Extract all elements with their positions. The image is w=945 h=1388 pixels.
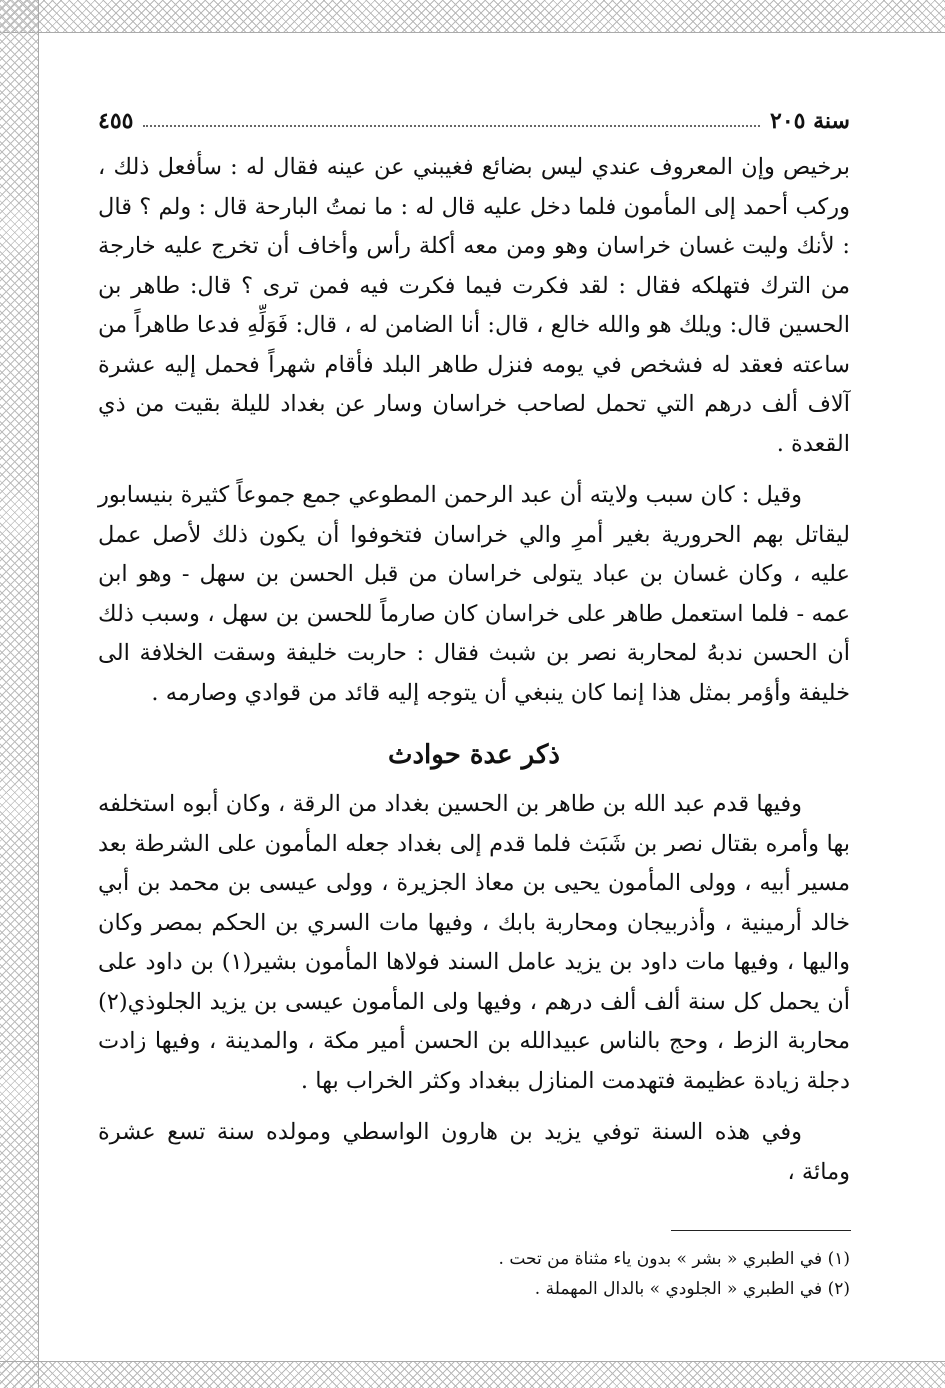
footnote-2: (٢) في الطبري « الجلودي » بالدال المهملة . <box>534 1279 850 1299</box>
footnotes <box>98 1244 850 1304</box>
ornamental-border-bottom <box>0 1361 945 1388</box>
running-title: سنة ٢٠٥ <box>770 108 850 134</box>
section-paragraph-1: وفيها قدم عبد الله بن طاهر بن الحسين بغداد من الرقة ، وكان أبوه استخلفه بها وأمره بقتال نصر بن شَبَث فلما قدم إلى بغداد جعله المأمون على الشرطة بعد مسير أبيه ، وولى المأمون يحيى بن معاذ الجزيرة ، وولى عيسى بن محمد بن أبي خالد أرمينية ، وأذربيجان ومحاربة بابك ، وفيها مات السري بن الحكم بمصر وكان واليها ، وفيها مات داود بن يزيد عامل السند فولاها المأمون بشير(١) بن داود على أن يحمل كل سنة ألف ألف درهم ، وفيها ولى المأمون عيسى بن يزيد الجلوذي(٢) محاربة الزط ، وحج بالناس عبيدالله بن الحسن أمير مكة ، والمدينة ، وفيها زادت دجلة زيادة عظيمة فتهدمت المنازل ببغداد وكثر الخراب بها . <box>98 791 850 1094</box>
page-body <box>98 148 850 1192</box>
section-paragraph-2: وفي هذه السنة توفي يزيد بن هارون الواسطي ومولده سنة تسع عشرة ومائة ، <box>98 1119 850 1185</box>
page-number: ٤٥٥ <box>98 108 134 134</box>
footnote-separator <box>671 1230 851 1231</box>
section-heading: ذكر عدة حوادث <box>388 740 560 770</box>
running-header <box>98 94 850 134</box>
footnote-1: (١) في الطبري « بشر » بدون ياء مثناة من تحت . <box>498 1249 850 1269</box>
paragraph-1: برخيص وإن المعروف عندي ليس بضائع فغيبني عن عينه فقال له : سأفعل ذلك ، وركب أحمد إلى المأمون فلما دخل عليه قال له : ما نمتُ البارحة قال : ولم ؟ قال : لأنك وليت غسان خراسان وهو ومن معه أكلة رأس وأخاف أن تخرج عليه خارجة من الترك فتهلكه فقال : لقد فكرت فيما فكرت فيه فمن ترى ؟ قال: طاهر بن الحسين قال: ويلك هو والله خالع ، قال: أنا الضامن له ، قال: فَوَلِّهِ فدعا طاهراً من ساعته فعقد له فشخص في يومه فنزل طاهر البلد فأقام شهراً فحمل إليه عشرة آلاف ألف درهم التي تحمل لصاحب خراسان وسار عن بغداد لليلة بقيت من ذي القعدة . <box>98 154 850 457</box>
leader-dots <box>143 125 760 127</box>
ornamental-border-left <box>0 0 39 1388</box>
paragraph-2: وقيل : كان سبب ولايته أن عبد الرحمن المطوعي جمع جموعاً كثيرة بنيسابور ليقاتل بهم الحرورية بغير أمرِ والي خراسان فتخوفوا أن يكون ذلك لأصل عمل عليه ، وكان غسان بن عباد يتولى خراسان من قبل الحسن بن سهل - وهو ابن عمه - فلما استعمل طاهر على خراسان كان صارماً للحسن بن سهل ، وسبب ذلك أن الحسن ندبهُ لمحاربة نصر بن شبث فقال : حاربت خليفة وسقت الخلافة الى خليفة وأؤمر بمثل هذا إنما كان ينبغي أن يتوجه إليه قائد من قوادي وصارمه . <box>98 482 850 706</box>
ornamental-border-top <box>0 0 945 33</box>
